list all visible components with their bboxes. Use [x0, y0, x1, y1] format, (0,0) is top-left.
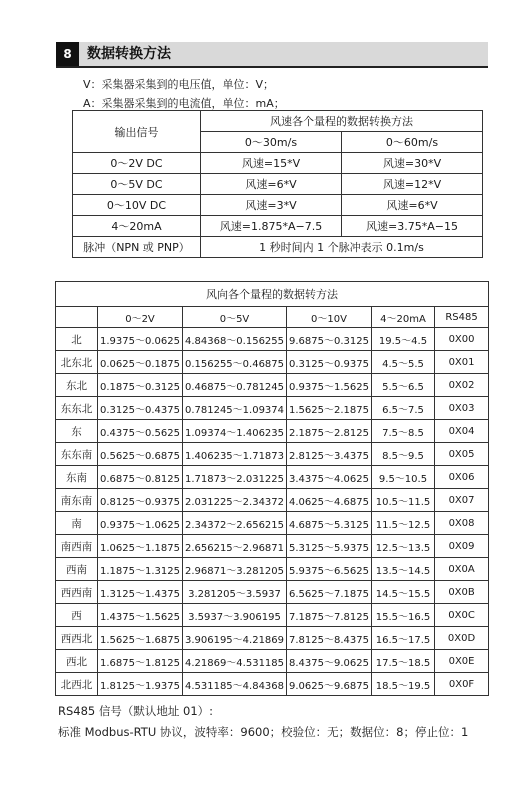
direction-cell-v2: 0.8125～0.9375 [98, 489, 183, 512]
direction-cell-ma: 15.5～16.5 [372, 604, 435, 627]
pulse-signal: 脉冲（NPN 或 PNP） [73, 237, 201, 258]
table-row [56, 351, 489, 374]
direction-cell-v2: 0.5625～0.6875 [98, 443, 183, 466]
speed-cell-signal: 0～2V DC [73, 153, 201, 174]
direction-cell-v5: 1.09374～1.406235 [183, 420, 287, 443]
rs485-title: RS485 信号（默认地址 01）: [58, 704, 214, 718]
direction-cell-ma: 9.5～10.5 [372, 466, 435, 489]
direction-cell-ma: 4.5～5.5 [372, 351, 435, 374]
direction-cell-v2: 0.4375～0.5625 [98, 420, 183, 443]
direction-cell-ma: 6.5～7.5 [372, 397, 435, 420]
direction-cell-rs: 0X0F [435, 673, 489, 696]
direction-cell-v10: 1.5625～2.1875 [287, 397, 372, 420]
direction-cell-v2: 1.1875～1.3125 [98, 558, 183, 581]
direction-cell-v10: 5.3125～5.9375 [287, 535, 372, 558]
table-row [73, 153, 483, 174]
direction-cell-v10: 9.0625～9.6875 [287, 673, 372, 696]
direction-cell-v5: 4.531185～4.84368 [183, 673, 287, 696]
table-row [56, 328, 489, 351]
wind-speed-table [72, 110, 483, 258]
direction-cell-v10: 2.1875～2.8125 [287, 420, 372, 443]
direction-cell-v5: 3.5937～3.906195 [183, 604, 287, 627]
direction-cell-v10: 6.5625～7.1875 [287, 581, 372, 604]
section-title: 数据转换方法 [87, 46, 171, 62]
direction-cell-rs: 0X00 [435, 328, 489, 351]
direction-cell-dir: 南 [56, 512, 98, 535]
direction-cell-dir: 北东北 [56, 351, 98, 374]
range-30-header: 0～30m/s [201, 132, 342, 153]
table-row [56, 604, 489, 627]
direction-cell-rs: 0X0C [435, 604, 489, 627]
direction-cell-rs: 0X02 [435, 374, 489, 397]
table-row [56, 627, 489, 650]
direction-cell-ma: 7.5～8.5 [372, 420, 435, 443]
direction-cell-ma: 19.5～4.5 [372, 328, 435, 351]
speed-cell-a: 风速=1.875*A−7.5 [201, 216, 342, 237]
table-row [56, 374, 489, 397]
direction-cell-ma: 12.5～13.5 [372, 535, 435, 558]
speed-cell-b: 风速=12*V [342, 174, 483, 195]
direction-cell-rs: 0X0B [435, 581, 489, 604]
speed-cell-signal: 4～20mA [73, 216, 201, 237]
protocol-text: 标准 Modbus-RTU 协议，波特率：9600；校验位：无；数据位：8；停止位：1 [58, 725, 469, 739]
direction-cell-ma: 14.5～15.5 [372, 581, 435, 604]
direction-cell-v5: 2.34372～2.656215 [183, 512, 287, 535]
speed-cell-b: 风速=3.75*A−15 [342, 216, 483, 237]
direction-cell-v5: 3.906195～4.21869 [183, 627, 287, 650]
direction-cell-dir: 东北 [56, 374, 98, 397]
direction-cell-v10: 7.8125～8.4375 [287, 627, 372, 650]
direction-cell-dir: 东南 [56, 466, 98, 489]
direction-cell-dir: 北西北 [56, 673, 98, 696]
direction-cell-dir: 西西北 [56, 627, 98, 650]
speed-cell-a: 风速=6*V [201, 174, 342, 195]
speed-cell-b: 风速=6*V [342, 195, 483, 216]
table-row [56, 581, 489, 604]
direction-cell-v5: 0.156255～0.46875 [183, 351, 287, 374]
direction-cell-dir: 东东北 [56, 397, 98, 420]
direction-cell-v10: 0.9375～1.5625 [287, 374, 372, 397]
direction-cell-v2: 1.4375～1.5625 [98, 604, 183, 627]
direction-cell-v10: 4.6875～5.3125 [287, 512, 372, 535]
direction-cell-rs: 0X0A [435, 558, 489, 581]
direction-cell-v5: 4.21869～4.531185 [183, 650, 287, 673]
direction-header-blank [56, 307, 98, 328]
direction-cell-v10: 4.0625～4.6875 [287, 489, 372, 512]
direction-cell-v5: 2.031225～2.34372 [183, 489, 287, 512]
direction-cell-v5: 3.281205～3.5937 [183, 581, 287, 604]
table-row [56, 512, 489, 535]
direction-cell-v5: 2.656215～2.96871 [183, 535, 287, 558]
direction-table-title: 风向各个量程的数据转方法 [56, 282, 489, 307]
direction-cell-v10: 7.1875～7.8125 [287, 604, 372, 627]
table-row [56, 673, 489, 696]
direction-cell-v2: 1.9375～0.0625 [98, 328, 183, 351]
table-row [56, 397, 489, 420]
direction-cell-rs: 0X0D [435, 627, 489, 650]
wind-direction-table [55, 281, 489, 696]
direction-cell-dir: 北 [56, 328, 98, 351]
direction-cell-rs: 0X05 [435, 443, 489, 466]
direction-cell-v10: 0.3125～0.9375 [287, 351, 372, 374]
speed-cell-a: 风速=3*V [201, 195, 342, 216]
direction-cell-ma: 13.5～14.5 [372, 558, 435, 581]
col-header: RS485 [435, 307, 489, 328]
table-row [73, 216, 483, 237]
direction-cell-dir: 西北 [56, 650, 98, 673]
table-row [56, 420, 489, 443]
speed-cell-a: 风速=15*V [201, 153, 342, 174]
range-60-header: 0～60m/s [342, 132, 483, 153]
speed-method-header: 风速各个量程的数据转换方法 [201, 111, 483, 132]
table-row [56, 489, 489, 512]
direction-cell-v2: 0.6875～0.8125 [98, 466, 183, 489]
table-row [56, 650, 489, 673]
direction-cell-v10: 5.9375～6.5625 [287, 558, 372, 581]
col-header: 0～5V [183, 307, 287, 328]
direction-cell-v2: 1.5625～1.6875 [98, 627, 183, 650]
direction-cell-rs: 0X08 [435, 512, 489, 535]
direction-cell-v2: 0.9375～1.0625 [98, 512, 183, 535]
table-row [56, 443, 489, 466]
direction-cell-rs: 0X01 [435, 351, 489, 374]
direction-cell-ma: 10.5～11.5 [372, 489, 435, 512]
direction-cell-v2: 1.3125～1.4375 [98, 581, 183, 604]
direction-cell-v10: 8.4375～9.0625 [287, 650, 372, 673]
direction-cell-rs: 0X03 [435, 397, 489, 420]
direction-cell-rs: 0X07 [435, 489, 489, 512]
voltage-note: V：采集器采集到的电压值，单位：V； [83, 78, 275, 91]
direction-cell-v5: 1.406235～1.71873 [183, 443, 287, 466]
direction-cell-rs: 0X09 [435, 535, 489, 558]
speed-cell-signal: 0～10V DC [73, 195, 201, 216]
col-header: 0～10V [287, 307, 372, 328]
direction-cell-v2: 1.6875～1.8125 [98, 650, 183, 673]
direction-cell-dir: 东 [56, 420, 98, 443]
section-number: 8 [56, 42, 79, 66]
direction-cell-v2: 0.1875～0.3125 [98, 374, 183, 397]
direction-cell-ma: 5.5～6.5 [372, 374, 435, 397]
direction-cell-dir: 南西南 [56, 535, 98, 558]
output-signal-header: 输出信号 [73, 111, 201, 153]
direction-cell-ma: 16.5～17.5 [372, 627, 435, 650]
table-row [73, 195, 483, 216]
direction-cell-ma: 17.5～18.5 [372, 650, 435, 673]
direction-cell-v10: 2.8125～3.4375 [287, 443, 372, 466]
table-row [56, 466, 489, 489]
table-row [56, 558, 489, 581]
direction-cell-dir: 南东南 [56, 489, 98, 512]
direction-cell-dir: 西西南 [56, 581, 98, 604]
direction-cell-v2: 0.0625～0.1875 [98, 351, 183, 374]
direction-cell-dir: 东东南 [56, 443, 98, 466]
direction-cell-rs: 0X06 [435, 466, 489, 489]
col-header: 0～2V [98, 307, 183, 328]
direction-cell-ma: 18.5～19.5 [372, 673, 435, 696]
direction-cell-v5: 0.781245～1.09374 [183, 397, 287, 420]
direction-cell-v10: 9.6875～0.3125 [287, 328, 372, 351]
direction-cell-ma: 8.5～9.5 [372, 443, 435, 466]
table-row [56, 535, 489, 558]
direction-cell-v10: 3.4375～4.0625 [287, 466, 372, 489]
direction-cell-rs: 0X04 [435, 420, 489, 443]
section-header [56, 42, 488, 68]
direction-cell-dir: 西 [56, 604, 98, 627]
direction-cell-v2: 1.0625～1.1875 [98, 535, 183, 558]
direction-cell-rs: 0X0E [435, 650, 489, 673]
col-header: 4～20mA [372, 307, 435, 328]
direction-cell-v5: 0.46875～0.781245 [183, 374, 287, 397]
current-note: A：采集器采集到的电流值，单位：mA； [83, 97, 285, 110]
direction-cell-v5: 2.96871～3.281205 [183, 558, 287, 581]
direction-cell-v5: 4.84368～0.156255 [183, 328, 287, 351]
pulse-value: 1 秒时间内 1 个脉冲表示 0.1m/s [201, 237, 483, 258]
direction-cell-v2: 1.8125～1.9375 [98, 673, 183, 696]
direction-cell-v2: 0.3125～0.4375 [98, 397, 183, 420]
table-row [73, 174, 483, 195]
speed-cell-b: 风速=30*V [342, 153, 483, 174]
direction-cell-dir: 西南 [56, 558, 98, 581]
direction-cell-v5: 1.71873～2.031225 [183, 466, 287, 489]
speed-cell-signal: 0～5V DC [73, 174, 201, 195]
direction-cell-ma: 11.5～12.5 [372, 512, 435, 535]
